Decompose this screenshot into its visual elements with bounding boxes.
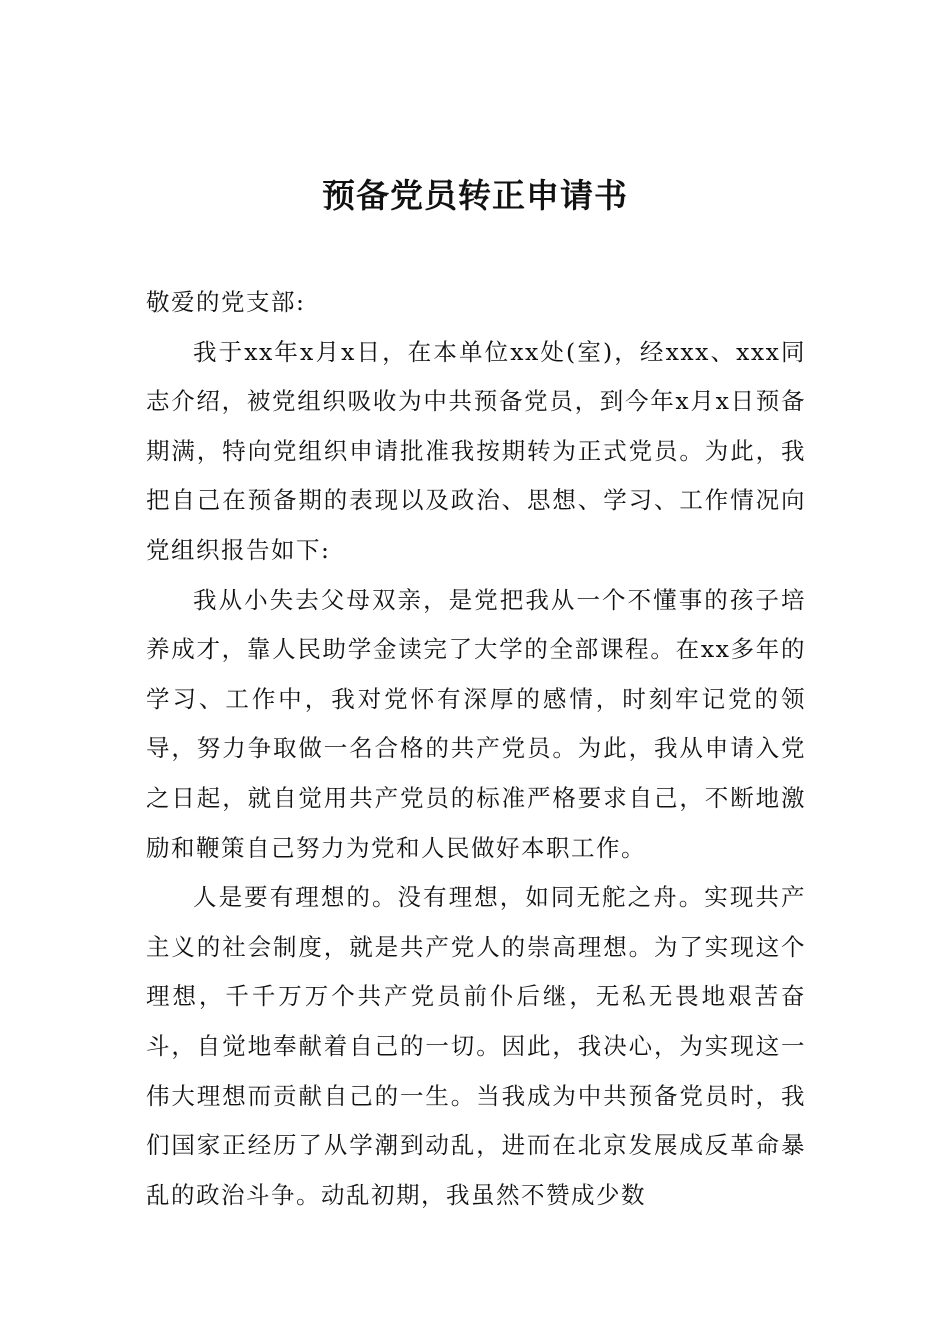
document-title: 预备党员转正申请书 (322, 176, 628, 215)
document-body (146, 278, 806, 1220)
body-paragraph: 我于xx年x月x日，在本单位xx处(室)，经xxx、xxx同志介绍，被党组织吸收为中共预备党员，到今年x月x日预备期满，特向党组织申请批准我按期转为正式党员。为此，我把自己在预备期的表现以及政治、思想、学习、工作情况向党组织报告如下: (146, 337, 806, 564)
body-paragraph: 人是要有理想的。没有理想，如同无舵之舟。实现共产主义的社会制度，就是共产党人的崇高理想。为了实现这个理想，千千万万个共产党员前仆后继，无私无畏地艰苦奋斗，自觉地奉献着自己的一切。因此，我决心，为实现这一伟大理想而贡献自己的一生。当我成为中共预备党员时，我们国家正经历了从学潮到动乱，进而在北京发展成反革命暴乱的政治斗争。动乱初期，我虽然不赞成少数 (146, 883, 806, 1209)
salutation: 敬爱的党支部: (146, 288, 306, 316)
body-paragraph: 我从小失去父母双亲，是党把我从一个不懂事的孩子培养成才，靠人民助学金读完了大学的全部课程。在xx多年的学习、工作中，我对党怀有深厚的感情，时刻牢记党的领导，努力争取做一名合格的共产党员。为此，我从申请入党之日起，就自觉用共产党员的标准严格要求自己，不断地激励和鞭策自己努力为党和人民做好本职工作。 (146, 585, 806, 862)
